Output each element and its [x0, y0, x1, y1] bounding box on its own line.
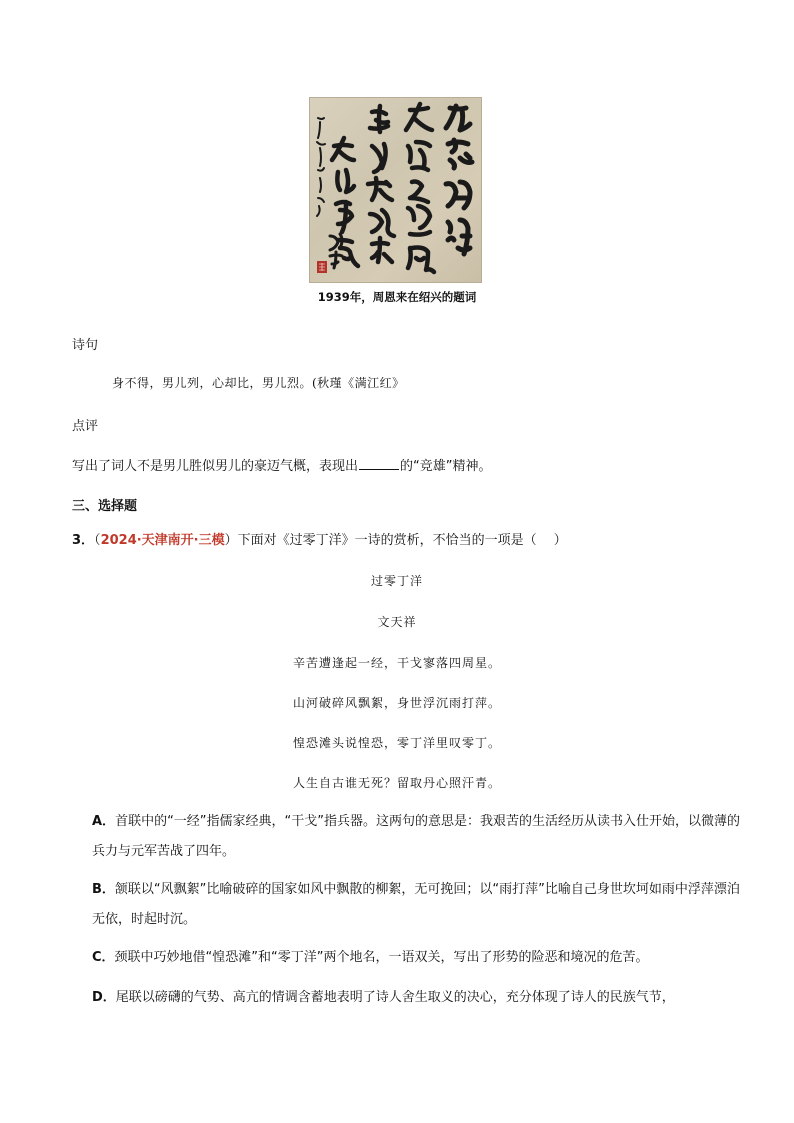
poem-title: 过零丁洋	[370, 574, 423, 588]
option-text: 颈联中巧妙地借“惶恐滩”和“零丁洋”两个地名，一语双关，写出了形势的险恶和境况的危苦。	[114, 950, 649, 965]
source-open-paren: （	[94, 533, 101, 548]
comment-section-label: 点评	[72, 419, 99, 434]
poem-line: 辛苦遭逢起一经，干戈寥落四周星。	[292, 656, 501, 670]
comment-text	[72, 455, 492, 474]
calligraphy-image	[309, 97, 482, 283]
comment-text-before: 写出了词人不是男儿胜似男儿的豪迈气概，表现出	[72, 459, 359, 474]
poem-line: 人生自古谁无死？留取丹心照汗青。	[292, 776, 501, 790]
poem-quote-line: 身不得，男儿列，心却比，男儿烈。(秋瑾《满江红》	[112, 376, 405, 390]
poem-line: 惶恐滩头说惶恐，零丁洋里叹零丁。	[292, 736, 501, 750]
question-stem	[72, 529, 567, 548]
option-d[interactable]	[92, 983, 752, 1013]
option-text: 首联中的“一经”指儒家经典，“干戈”指兵器。这两句的意思是：我艰苦的生活经历从读书入仕开始，以微薄的兵力与元军苦战了四年。	[92, 814, 741, 859]
option-b[interactable]	[92, 875, 752, 935]
option-c[interactable]	[92, 943, 752, 973]
question-stem-text: 下面对《过零丁洋》一诗的赏析，不恰当的一项是（ ）	[237, 533, 567, 548]
section-title: 三、选择题	[72, 499, 138, 514]
poem-line: 山河破碎风飘絮，身世浮沉雨打萍。	[292, 696, 501, 710]
comment-text-after: 的“竞雄”精神。	[400, 459, 492, 474]
question-number: 3．	[72, 533, 95, 548]
question-source: 2024·天津南开·三模	[100, 533, 225, 548]
option-text: 颔联以“风飘絮”比喻破碎的国家如风中飘散的柳絮，无可挽回；以“雨打萍”比喻自己身世坎坷如雨中浮萍漂泊无依，时起时沉。	[92, 882, 740, 927]
option-letter: A．	[92, 814, 116, 829]
calligraphy-brushwork	[310, 98, 481, 282]
option-letter: C．	[92, 950, 115, 965]
option-a[interactable]	[92, 807, 752, 867]
poem-section-label: 诗句	[72, 338, 99, 353]
option-letter: D．	[92, 990, 116, 1005]
option-letter: B．	[92, 882, 115, 897]
option-text: 尾联以磅礴的气势、高亢的情调含蓄地表明了诗人舍生取义的决心，充分体现了诗人的民族气节，	[115, 990, 675, 1005]
fill-in-blank[interactable]	[359, 457, 399, 470]
figure-caption: 1939年，周恩来在绍兴的题词	[317, 290, 477, 304]
poem-author: 文天祥	[377, 615, 417, 629]
source-close-paren: ）	[224, 533, 238, 548]
